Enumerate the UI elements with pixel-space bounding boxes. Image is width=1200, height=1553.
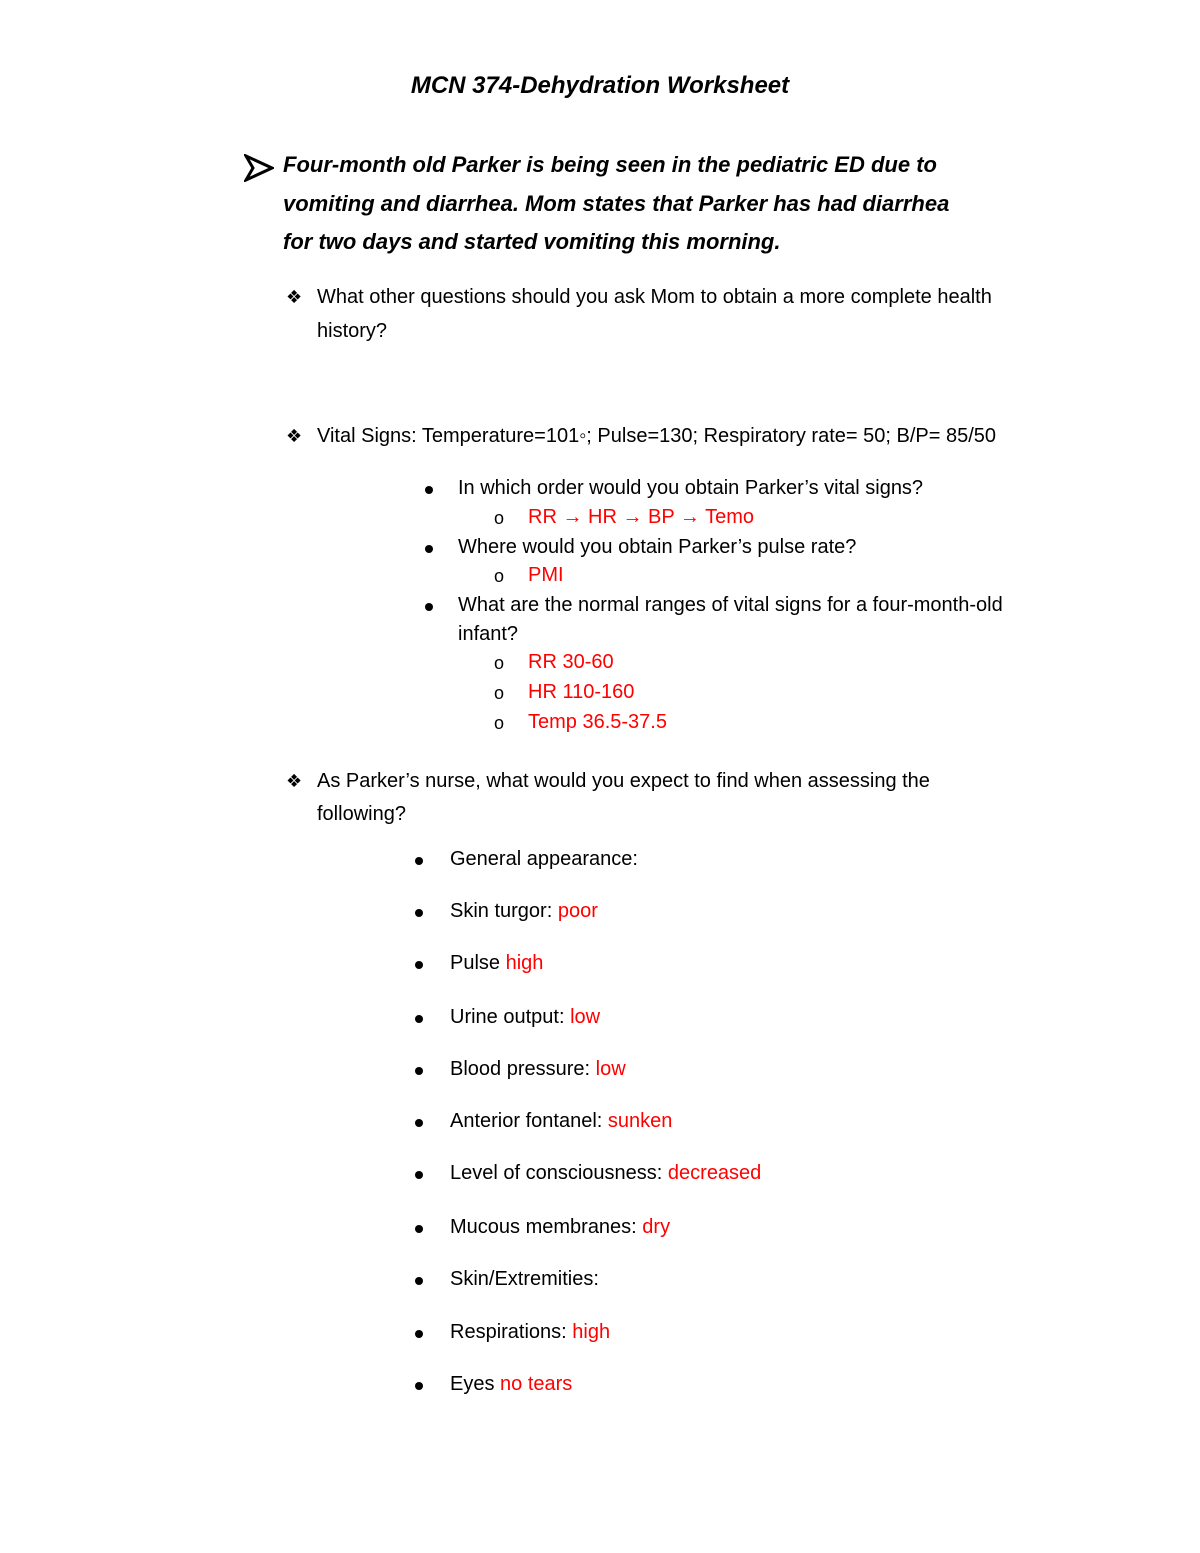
page-title: MCN 374-Dehydration Worksheet <box>410 72 790 99</box>
diamond-icon: ❖ <box>286 287 303 307</box>
scenario-line: for two days and started vomiting this morning. <box>283 229 781 254</box>
bullet-icon <box>415 1382 423 1390</box>
question-text: history? <box>317 320 388 342</box>
assessment-label: Level of consciousness: <box>450 1162 668 1184</box>
assessment-item <box>450 1058 626 1081</box>
assessment-label: Skin turgor: <box>450 900 558 922</box>
assessment-label: Mucous membranes: <box>450 1216 643 1238</box>
bullet-icon <box>425 545 433 553</box>
circle-o-icon: o <box>494 713 505 733</box>
question-text: As Parker’s nurse, what would you expect to find when assessing the <box>317 770 930 792</box>
answer-text: PMI <box>528 564 564 586</box>
scenario-line: vomiting and diarrhea. Mom states that Parker has had diarrhea <box>283 191 950 216</box>
bullet-icon <box>415 1119 423 1127</box>
circle-o-icon: o <box>494 566 505 586</box>
diamond-icon: ❖ <box>286 771 303 791</box>
assessment-answer: high <box>572 1321 611 1343</box>
question-text: What other questions should you ask Mom to obtain a more complete health <box>317 286 992 308</box>
assessment-item <box>450 1321 610 1344</box>
sub-question: Where would you obtain Parker’s pulse rate? <box>458 536 857 558</box>
assessment-item <box>450 1373 572 1396</box>
assessment-item <box>450 1268 599 1291</box>
assessment-item <box>450 952 543 975</box>
bullet-icon <box>415 1015 423 1023</box>
bullet-icon <box>415 909 423 917</box>
bullet-icon <box>415 857 423 865</box>
assessment-label: Pulse <box>450 952 506 974</box>
assessment-answer: poor <box>557 900 598 922</box>
sub-question: infant? <box>458 623 519 645</box>
assessment-item <box>450 1162 761 1185</box>
assessment-label: General appearance: <box>450 848 638 870</box>
diamond-icon: ❖ <box>286 426 303 446</box>
assessment-label: Blood pressure: <box>450 1058 596 1080</box>
bullet-icon <box>425 603 433 611</box>
bullet-icon <box>415 1067 423 1075</box>
assessment-label: Skin/Extremities: <box>450 1268 599 1290</box>
assessment-label: Respirations: <box>450 1321 573 1343</box>
bullet-icon <box>425 486 433 494</box>
bullet-icon <box>415 1330 423 1338</box>
assessment-answer: decreased <box>667 1162 762 1184</box>
assessment-item <box>450 848 638 871</box>
assessment-item <box>450 1216 670 1239</box>
question-text: following? <box>317 803 406 825</box>
circle-o-icon: o <box>494 653 505 673</box>
bullet-icon <box>415 961 423 969</box>
assessment-label: Anterior fontanel: <box>450 1110 608 1132</box>
circle-o-icon: o <box>494 508 505 528</box>
assessment-answer: sunken <box>607 1110 673 1132</box>
circle-o-icon: o <box>494 683 505 703</box>
vital-signs-text: Vital Signs: Temperature=101◦; Pulse=130; Respiratory rate= 50; B/P= 85/50 <box>317 425 996 447</box>
bullet-icon <box>415 1277 423 1285</box>
answer-text: HR 110-160 <box>528 681 635 703</box>
sub-question: What are the normal ranges of vital signs for a four-month-old <box>458 594 1003 616</box>
answer-text: Temp 36.5-37.5 <box>528 711 667 733</box>
arrowhead-icon <box>244 154 274 182</box>
assessment-answer: dry <box>642 1216 671 1238</box>
assessment-item <box>450 1006 600 1029</box>
bullet-icon <box>415 1225 423 1233</box>
sub-question: In which order would you obtain Parker’s vital signs? <box>458 477 924 499</box>
scenario-line: Four-month old Parker is being seen in the pediatric ED due to <box>283 152 937 177</box>
assessment-answer: low <box>570 1006 601 1028</box>
assessment-item <box>450 1110 672 1133</box>
bullet-icon <box>415 1171 423 1179</box>
assessment-answer: no tears <box>500 1373 573 1395</box>
answer-text: RR → HR → BP → Temo <box>528 506 754 528</box>
assessment-label: Urine output: <box>450 1006 571 1028</box>
assessment-item <box>450 900 598 923</box>
assessment-answer: high <box>505 952 544 974</box>
answer-text: RR 30-60 <box>528 651 614 673</box>
assessment-answer: low <box>595 1058 626 1080</box>
assessment-label: Eyes <box>450 1373 501 1395</box>
